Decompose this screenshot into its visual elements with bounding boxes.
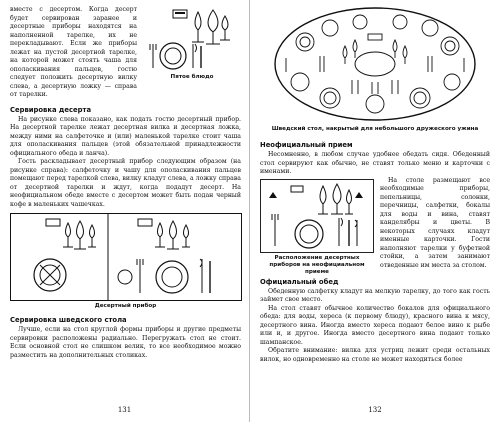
informal-dessert-caption: Расположение десертных приборов на неофициальном приеме [269,254,365,275]
informal-para-2: На столе размещают все необходимые приборы, пепельницы, солонки, перечницы, салфетки, бокалы для воды и вина, ставят канделябры и цветы. В некоторых случаях кладут именные карточки. Гости наполняют тарелки у буфетной стойки, а затем занимают отведенные им места за столом. [380,176,490,269]
formal-para-3: Обратите внимание: вилка для устриц лежит среди остальных вилок, но одновременно на столе не может находиться более [260,347,490,363]
page-number-right: 132 [368,405,382,414]
fifth-course-caption: Пятое блюдо [170,74,214,80]
informal-para-1: Несомненно, в любом случае удобнее обедать сидя. Обеденный стол сервируют как обычно, не ставят только меню и карточки с именами. [260,151,490,175]
buffet-setting-heading: Сервировка шведского стола [10,316,127,324]
dessert-cutlery-figure [10,213,241,310]
formal-para-1: Обеденную салфетку кладут на мелкую тарелку, до того как гость займет свое место. [260,287,490,303]
place-setting-illustration [143,6,241,74]
informal-reception-heading: Неофициальный прием [260,141,353,149]
buffet-table-figure [260,6,490,133]
fifth-course-figure [143,6,241,81]
dessert-para-1: На рисунке слева показано, как подать гостю десертный прибор. На десертной тарелке лежат десертная вилка и десертная ложка, между ними на салфеточке и (или) маленькой тарелке стоит чаша для ополаскивания пальцев (этой обязательной принадлежности официального обеда и ланча). [10,115,241,157]
buffet-table-illustration [260,6,490,126]
page-number-left: 131 [117,405,132,414]
informal-dessert-illustration [261,180,373,252]
informal-dessert-frame [260,179,374,253]
dessert-para-2: Гость раскладывает десертный прибор следующим образом (на рисунке справа): салфеточку и чашу для ополаскивания пальцев помещают перед тарелкой слева, вилку кладут слева, а ложку справа от десертной тарелки и ждут, когда подадут десерт. На неофициальном обеде вместе с десертом может быть подан черный кофе в маленьких чашечках. [10,158,241,208]
right-page [250,0,500,422]
formal-para-2: На стол ставят обычное количество бокалов для официального обеда: для воды, хереса (к первому блюду), красного вина к мясу, десертного вина. Иногда вместо хереса подают белое вино к рыбе или и, и другое. Иногда вместо десертного вина подают только шампанское. [260,304,490,346]
left-intro-text: вместе с десертом. Когда десерт будет сервирован заранее и десертные приборы находятся на наполненной тарелке, их не перекладывают. Если же приборы лежат на пустой десертной тарелке, на которой может стоять чаша для ополаскивания пальцев, гостю следует положить десертную вилку слева, а десертную ложку — справа от тарелки. [10,6,137,98]
buffet-para: Лучше, если на стол круглой формы приборы и другие предметы сервировки расположены радиально. Перегружать стол не стоит. Если основной стол не слишком велик, то все необходимое можно разместить на дополнительных столиках. [10,326,241,359]
dessert-setting-heading: Сервировка десерта [10,105,92,114]
formal-dinner-heading: Официальный обед [260,277,339,286]
dessert-cutlery-illustration [10,213,242,301]
buffet-table-caption: Шведский стол, накрытый для небольшого дружеского ужина [271,126,479,132]
dessert-cutlery-caption: Десертный прибор [94,303,157,309]
informal-dessert-figure [260,179,374,276]
